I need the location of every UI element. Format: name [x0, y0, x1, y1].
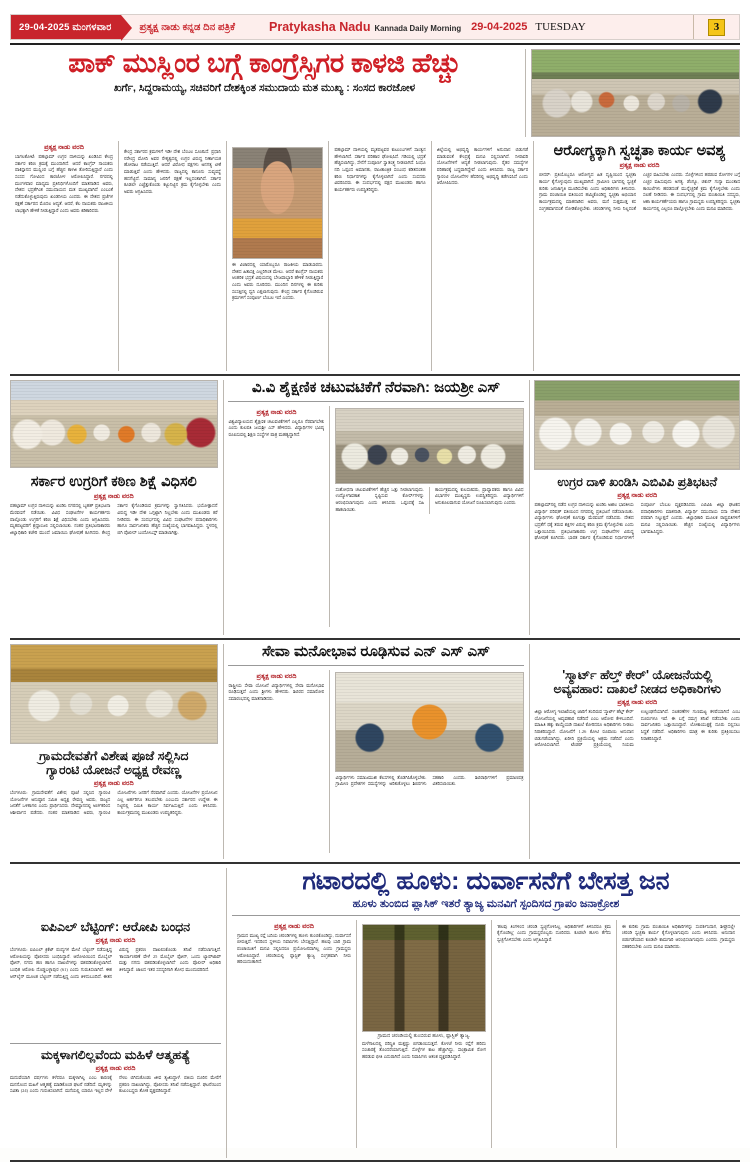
drain-ditch-photo [362, 924, 486, 1032]
drain-col2-text: ಮಳೆಗಾಲದಲ್ಲಿ ಪರಿಸ್ಥಿತಿ ಮತ್ತಷ್ಟು ಬಿಗಡಾಯಿಸುತ್ತದೆ. ಕೊಳಚೆ ನೀರು ರಸ್ತೆಗೆ ಹರಿದು ಸಂಚಾರಕ್ಕೆ ತೊಂದರೆಯಾಗುತ್ತಿದೆ. ಸೊಳ್ಳೆಗಳ ಕಾಟ ಹೆಚ್ಚಾಗಿದ್ದು, ಸಾಂಕ್ರಾಮಿಕ ರೋಗ ಹರಡುವ ಭೀತಿ ಎದುರಾಗಿದೆ ಎಂದು ನಿವಾಸಿಗಳು ಆತಂಕ ವ್ಯಕ್ತಪಡಿಸಿದ್ದಾರೆ. [362, 1040, 486, 1060]
edu-photo-col [335, 406, 523, 627]
abvp-protest-photo [534, 380, 740, 470]
lead-headline-block [10, 49, 525, 137]
masthead-brand: Pratykasha Nadu [269, 20, 371, 34]
edu-lower-cols [335, 487, 523, 514]
masthead-spacer [586, 15, 693, 39]
rss-col1-text: ರಾಷ್ಟ್ರೀಯ ಸೇವಾ ಯೋಜನೆ ವಿದ್ಯಾರ್ಥಿಗಳಲ್ಲಿ ಸೇವಾ ಮನೋಭಾವ ರೂಢಿಸುತ್ತದೆ ಎಂದು ಶ್ರೀಗಳು ಹೇಳಿದರು. ಶಿಬಿರದ ಸಮಾರೋಪ ಸಮಾರಂಭದಲ್ಲಿ ಮಾತನಾಡಿದರು. [228, 682, 325, 702]
lead-col-4 [329, 141, 430, 371]
section-rule [10, 638, 740, 640]
page-number-badge: 3 [708, 19, 725, 36]
lead-col-3 [227, 141, 328, 371]
lead-col-5 [432, 141, 533, 371]
temple-headline-line1: ಗ್ರಾಮದೇವತೆಗೆ ವಿಶೇಷ ಪೂಜೆ ಸಲ್ಲಿಸಿದ [39, 749, 189, 763]
politician-portrait-photo [232, 147, 323, 259]
section-rule [10, 374, 740, 376]
edu-col3-text: ಕಾರ್ಯಕ್ರಮದಲ್ಲಿ ಕುಲಸಚಿವರು, ಪ್ರಾಧ್ಯಾಪಕರು ಹಾಗೂ ವಿವಿಧ ವಿಭಾಗಗಳ ಮುಖ್ಯಸ್ಥರು ಉಪಸ್ಥಿತರಿದ್ದರು. ವಿದ್ಯಾರ್ಥಿಗಳಿಗೆ ಅನುಕೂಲವಾಗುವ ಯೋಜನೆ ರೂಪಿಸಲಾಗುವುದು ಎಂದರು. [435, 486, 524, 506]
masthead-brand-sub: Kannada Daily Morning [374, 24, 462, 33]
left-bottom-block [10, 868, 226, 1158]
drain-headline: ಗಟಾರದಲ್ಲಿ ಹೂಳು: ದುರ್ವಾಸನೆಗೆ ಬೇಸತ್ತ ಜನ [302, 867, 670, 895]
smart-health-byline: ಪ್ರತ್ಯಕ್ಷ ನಾಡು ವರದಿ [617, 699, 658, 706]
protest-rally-photo [10, 380, 218, 468]
divider-line [228, 665, 523, 666]
temple-byline: ಪ್ರತ್ಯಕ್ಷ ನಾಡು ವರದಿ [93, 780, 134, 787]
page-number-area [693, 15, 739, 39]
divider-line [228, 401, 523, 402]
drain-photo-caption: ಗ್ರಾಮದ ಚರಂಡಿಯಲ್ಲಿ ತುಂಬಿರುವ ಹೂಳು, ಪ್ಲಾಸ್ಟಿಕ್ ತ್ಯಾಜ್ಯ. [377, 1032, 471, 1039]
drain-col-1 [232, 920, 356, 1148]
lead-headline: ಪಾಕ್ ಮುಸ್ಲಿಂರ ಬಗ್ಗೆ ಕಾಂಗ್ರೆಸ್ಸಿಗರ ಕಾಳಜಿ ಹೆಚ್ಚು [68, 48, 461, 78]
rss-col-1 [228, 670, 324, 853]
masthead-tagline: ಪ್ರತ್ಯಕ್ಷ ನಾಡು ಕನ್ನಡ ದಿನ ಪತ್ರಿಕೆ [139, 21, 236, 33]
edu-col2-text: ಸಂಶೋಧನಾ ಚಟುವಟಿಕೆಗಳಿಗೆ ಹೆಚ್ಚಿನ ಒತ್ತು ನೀಡಲಾಗುವುದು. ಉದ್ಯೋಗಾವಕಾಶ ಸೃಷ್ಟಿಸುವ ಕೋರ್ಸ್‌ಗಳನ್ನು ಆರಂಭಿಸಲಾಗುವುದು ಎಂದು ತಿಳಿಸಿದರು. ಒಪ್ಪಂದಕ್ಕೆ ಸಹಿ ಹಾಕಲಾಯಿತು. [335, 486, 424, 512]
health-photo-block [526, 49, 740, 137]
rss-col2-text: ವಿದ್ಯಾರ್ಥಿಗಳು ಸಮಾಜಮುಖಿ ಕೆಲಸಗಳಲ್ಲಿ ತೊಡಗಿಸಿಕೊಳ್ಳಬೇಕು. ಗ್ರಾಮೀಣ ಪ್ರದೇಶಗಳ ಸಮಸ್ಯೆಗಳನ್ನು ಅರಿತುಕೊಳ್ಳಲು ಶಿಬಿರಗಳು ಸಹಕಾರಿ ಎಂದರು. ಶಿಬಿರಾರ್ಥಿಗಳಿಗೆ ಪ್ರಮಾಣಪತ್ರ ವಿತರಿಸಲಾಯಿತು. [335, 774, 524, 787]
rss-photo-col [335, 670, 523, 853]
strict-story-block [10, 380, 223, 635]
smart-health-body-text: ಜಿಲ್ಲಾ ಆರೋಗ್ಯ ಇಲಾಖೆಯಲ್ಲಿ ಜಾರಿಗೆ ತಂದಿರುವ 'ಸ್ಮಾರ್ಟ್ ಹೆಲ್ತ್ ಕೇರ್' ಯೋಜನೆಯಲ್ಲಿ ಅವ್ಯವಹಾರ ನಡೆದಿದೆ ಎಂಬ ಆರೋಪ ಕೇಳಿಬಂದಿದೆ. ಮಾಹಿತಿ ಹಕ್ಕು ಕಾಯ್ದೆಯಡಿ ದಾಖಲೆ ಕೋರಿದರೂ ಅಧಿಕಾರಿಗಳು ನೀಡಲು ನಿರಾಕರಿಸಿದ್ದಾರೆ. ಯೋಜನೆಗೆ 1.26 ಕೋಟಿ ರೂಪಾಯಿ ಅನುದಾನ ಬಿಡುಗಡೆಯಾಗಿದ್ದು, ಖರೀದಿ ಪ್ರಕ್ರಿಯೆಯಲ್ಲಿ ಅಕ್ರಮ ನಡೆದಿದೆ ಎಂದು ಆರೋಪಿಸಲಾಗಿದೆ. ಟೆಂಡರ್ ಪ್ರಕ್ರಿಯೆಯಲ್ಲಿ ನಿಯಮ ಉಲ್ಲಂಘನೆಯಾಗಿದೆ. ಸಲಕರಣೆಗಳ ಗುಣಮಟ್ಟ ಕಳಪೆಯಾಗಿದೆ ಎಂಬ ದೂರುಗಳೂ ಇವೆ. ಈ ಬಗ್ಗೆ ಸಮಗ್ರ ತನಿಖೆ ನಡೆಸಬೇಕು ಎಂದು ಸಾರ್ವಜನಿಕರು ಒತ್ತಾಯಿಸಿದ್ದಾರೆ. ಲೋಕಾಯುಕ್ತಕ್ಕೆ ದೂರು ಸಲ್ಲಿಸಲು ಸಿದ್ಧತೆ ನಡೆದಿದೆ. ಅಧಿಕಾರಿಗಳು ಮಾತ್ರ ಈ ಕುರಿತು ಪ್ರತಿಕ್ರಿಯಿಸಲು ನಿರಾಕರಿಸಿದ್ದಾರೆ. [534, 709, 741, 748]
abvp-story-block [529, 380, 740, 635]
strict-headline: ಸರ್ಕಾರ ಉಗ್ರರಿಗೆ ಕಠಿಣ ಶಿಕ್ಷೆ ವಿಧಿಸಲಿ [30, 474, 197, 490]
lead-col1-text: ಬಾಗಲಕೋಟೆ: ಪಹಲ್ಗಾಮ್ ಉಗ್ರರ ದಾಳಿಯನ್ನು ಖಂಡಿಸಿದ ಕೇಂದ್ರ ಸರ್ಕಾರ ಕಠಿಣ ಕ್ರಮಕ್ಕೆ ಮುಂದಾಗಿದೆ. ಆದರೆ ಕಾಂಗ್ರೆಸ್ ನಾಯಕರು ಪಾಕಿಸ್ತಾನದ ಮುಸ್ಲಿಂರ ಬಗ್ಗೆ ಹೆಚ್ಚಿನ ಕಾಳಜಿ ತೋರಿಸುತ್ತಿದ್ದಾರೆ ಎಂದು ಸಂಸದ ಗೋವಿಂದ ಕಾರಜೋಳ ಆರೋಪಿಸಿದ್ದಾರೆ. ನಗರದಲ್ಲಿ ಮಂಗಳವಾರ ಮಾಧ್ಯಮ ಪ್ರತಿನಿಧಿಗಳೊಂದಿಗೆ ಮಾತನಾಡಿದ ಅವರು, ದೇಶದ ಭದ್ರತೆಗಿಂತ ಸಮುದಾಯದ ಮತ ಮುಖ್ಯವಾಗಿದೆ ಎಂಬಂತೆ ನಡೆದುಕೊಳ್ಳುತ್ತಿರುವುದು ಖಂಡನೀಯ ಎಂದರು. ಈ ದೇಶದ ಪ್ರಜೆಗಳ ರಕ್ಷಣೆ ಸರ್ಕಾರದ ಮೊದಲ ಆದ್ಯತೆ. ಆದರೆ, ಕೆಲ ನಾಯಕರು ರಾಜಕೀಯ ಲಾಭಕ್ಕಾಗಿ ಹೇಳಿಕೆ ನೀಡುತ್ತಿದ್ದಾರೆ ಎಂದು ಅವರು ಕಿಡಿಕಾರಿದರು. [15, 154, 113, 213]
rss-headline: ಸೇವಾ ಮನೋಭಾವ ರೂಢಿಸುವ ಎನ್ ಎಸ್ ಎಸ್ [262, 643, 490, 660]
masthead [10, 14, 740, 40]
column-divider [329, 670, 330, 853]
lead-header-row [10, 49, 740, 137]
lead-col-1 [10, 141, 118, 371]
smart-health-headline-line1: 'ಸ್ಮಾರ್ಟ್ ಹೆಲ್ತ್ ಕೇರ್' ಯೋಜನೆಯಲ್ಲಿ [562, 668, 713, 682]
temple-body-text: ಬೆಂಗಳೂರು: ಗ್ರಾಮದೇವತೆಗೆ ವಿಶೇಷ ಪೂಜೆ ಸಲ್ಲಿಸಿದ ಗ್ಯಾರಂಟಿ ಯೋಜನೆಗಳ ಅನುಷ್ಠಾನ ಸಮಿತಿ ಅಧ್ಯಕ್ಷ ರೇವಣ್ಣ ಅವರು, ರಾಜ್ಯದ ಜನತೆಗೆ ಒಳಿತಾಗಲಿ ಎಂದು ಪ್ರಾರ್ಥಿಸಿದರು. ದೇವಸ್ಥಾನದಲ್ಲಿ ಅರ್ಚಕರಿಂದ ಆಶೀರ್ವಾದ ಪಡೆದರು. ನಂತರ ಮಾತನಾಡಿದ ಅವರು, ಗ್ಯಾರಂಟಿ ಯೋಜನೆಗಳು ಜನರಿಗೆ ನೆರವಾಗಿವೆ ಎಂದರು. ಯೋಜನೆಗಳ ಪ್ರಯೋಜನ ಎಲ್ಲ ಅರ್ಹರಿಗೂ ತಲುಪಬೇಕು ಎಂಬುದು ಸರ್ಕಾರದ ಉದ್ದೇಶ. ಈ ನಿಟ್ಟಿನಲ್ಲಿ ಸಮಿತಿ ಕಾರ್ಯ ನಿರ್ವಹಿಸುತ್ತಿದೆ ಎಂದು ತಿಳಿಸಿದರು. ಕಾರ್ಯಕ್ರಮದಲ್ಲಿ ಮುಖಂಡರು ಉಪಸ್ಥಿತರಿದ್ದರು. [10, 790, 218, 816]
abvp-byline: ಪ್ರತ್ಯಕ್ಷ ನಾಡು ವರದಿ [617, 492, 658, 499]
village-crowd-photo [531, 49, 740, 137]
strict-body-text: ಪಹಲ್ಗಾಮ್ ಉಗ್ರರ ದಾಳಿಯನ್ನು ಖಂಡಿಸಿ ನಗರದಲ್ಲಿ ಬೃಹತ್ ಪ್ರತಿಭಟನಾ ಮೆರವಣಿಗೆ ನಡೆಯಿತು. ವಿವಿಧ ಸಂಘಟನೆಗಳ ಕಾರ್ಯಕರ್ತರು ಪಾಲ್ಗೊಂಡು ಉಗ್ರರಿಗೆ ಕಠಿಣ ಶಿಕ್ಷೆ ವಿಧಿಸಬೇಕು ಎಂದು ಆಗ್ರಹಿಸಿದರು. ಮೃತಪಟ್ಟವರಿಗೆ ಶ್ರದ್ಧಾಂಜಲಿ ಸಲ್ಲಿಸಲಾಯಿತು. ನಂತರ ಪ್ರತಿಭಟನಾಕಾರರು ಜಿಲ್ಲಾಧಿಕಾರಿ ಕಚೇರಿ ಮುಂದೆ ಜಮಾಯಿಸಿ ಘೋಷಣೆ ಕೂಗಿದರು. ಕೇಂದ್ರ ಸರ್ಕಾರ ಕೈಗೊಂಡಿರುವ ಕ್ರಮಗಳನ್ನು ಸ್ವಾಗತಿಸಿದರು. ಭಯೋತ್ಪಾದನೆ ವಿರುದ್ಧ ಇಡೀ ದೇಶ ಒಗ್ಗಟ್ಟಾಗಿ ನಿಲ್ಲಬೇಕು ಎಂದು ಮುಖಂಡರು ಕರೆ ನೀಡಿದರು. ಈ ಸಂದರ್ಭದಲ್ಲಿ ವಿವಿಧ ಸಂಘಟನೆಗಳ ಪದಾಧಿಕಾರಿಗಳು ಹಾಗೂ ಸಾರ್ವಜನಿಕರು ಹೆಚ್ಚಿನ ಸಂಖ್ಯೆಯಲ್ಲಿ ಭಾಗವಹಿಸಿದ್ದರು. ಸ್ಥಳದಲ್ಲಿ ಬಿಗಿ ಪೊಲೀಸ್ ಬಂದೋಬಸ್ತ್ ಮಾಡಲಾಗಿತ್ತು. [10, 503, 218, 535]
section-rule [10, 862, 740, 864]
column-divider [329, 406, 330, 627]
drain-col4-text: ಈ ಕುರಿತು ಗ್ರಾಮ ಪಂಚಾಯಿತಿ ಅಧಿಕಾರಿಗಳನ್ನು ಸಂಪರ್ಕಿಸಿದಾಗ, ಶೀಘ್ರದಲ್ಲೇ ಚರಂಡಿ ಸ್ವಚ್ಛತಾ ಕಾರ್ಯ ಕೈಗೊಳ್ಳಲಾಗುವುದು ಎಂದು ತಿಳಿಸಿದರು. ಅನುದಾನ ಬಿಡುಗಡೆಯಾದ ಕೂಡಲೇ ಕಾಮಗಾರಿ ಆರಂಭಿಸಲಾಗುವುದು ಎಂದರು. ಗ್ರಾಮಸ್ಥರು ಸಹಕರಿಸಬೇಕು ಎಂದು ಮನವಿ ಮಾಡಿದರು. [622, 923, 735, 949]
ipl-headline: ಐಪಿಎಲ್ ಬೆಟ್ಟಿಂಗ್: ಆರೋಪಿ ಬಂಧನ [40, 920, 191, 934]
lead-col5-text: ಜಿಲ್ಲೆಯಲ್ಲಿ ಅಭಿವೃದ್ಧಿ ಕಾರ್ಯಗಳಿಗೆ ಅನುದಾನ ಬಿಡುಗಡೆ ಮಾಡುವಂತೆ ಕೇಂದ್ರಕ್ಕೆ ಮನವಿ ಸಲ್ಲಿಸಲಾಗಿದೆ. ನೀರಾವರಿ ಯೋಜನೆಗಳಿಗೆ ಆದ್ಯತೆ ನೀಡಲಾಗುವುದು. ರೈತರ ಸಮಸ್ಯೆಗಳ ಪರಿಹಾರಕ್ಕೆ ಬದ್ಧವಾಗಿದ್ದೇವೆ ಎಂದು ತಿಳಿಸಿದರು. ರಾಜ್ಯ ಸರ್ಕಾರ ಗ್ಯಾರಂಟಿ ಯೋಜನೆಗಳ ಹೆಸರಿನಲ್ಲಿ ಅಭಿವೃದ್ಧಿ ಕಡೆಗಣಿಸಿದೆ ಎಂದು ಆರೋಪಿಸಿದರು. [436, 147, 529, 186]
edu-content-row [228, 406, 523, 627]
drain-col-4 [617, 920, 740, 1148]
rss-content-row [228, 670, 523, 853]
health-body-text: ಬೀದರ್: ಪ್ರತಿಯೊಬ್ಬರೂ ಆರೋಗ್ಯದ ಹಿತ ದೃಷ್ಟಿಯಿಂದ ಸ್ವಚ್ಛತಾ ಕಾರ್ಯ ಕೈಗೊಳ್ಳುವುದು ಮುಖ್ಯವಾಗಿದೆ. ಗ್ರಾಮೀಣ ಭಾಗದಲ್ಲಿ ಸ್ವಚ್ಛತೆ ಕುರಿತು ಜನಜಾಗೃತಿ ಮೂಡಿಸಬೇಕು ಎಂದು ಅಧಿಕಾರಿಗಳು ತಿಳಿಸಿದರು. ಗ್ರಾಮ ಪಂಚಾಯಿತಿ ವತಿಯಿಂದ ಹಮ್ಮಿಕೊಂಡಿದ್ದ ಸ್ವಚ್ಛತಾ ಅಭಿಯಾನ ಕಾರ್ಯಕ್ರಮದಲ್ಲಿ ಮಾತನಾಡಿದ ಅವರು, ಮನೆ ಸುತ್ತಮುತ್ತ ಕಸ ಸಂಗ್ರಹವಾಗದಂತೆ ನೋಡಿಕೊಳ್ಳಬೇಕು. ಚರಂಡಿಗಳಲ್ಲಿ ನೀರು ನಿಲ್ಲದಂತೆ ಎಚ್ಚರ ವಹಿಸಬೇಕು ಎಂದರು. ಸೊಳ್ಳೆಗಳಿಂದ ಹರಡುವ ರೋಗಗಳ ಬಗ್ಗೆ ಎಚ್ಚರ ವಹಿಸುವುದು ಅಗತ್ಯ. ಡೆಂಗ್ಯೂ, ಚಿಕುನ್ ಗುನ್ಯಾ ಮುಂತಾದ ಕಾಯಿಲೆಗಳು ಹರಡದಂತೆ ಮುನ್ನೆಚ್ಚರಿಕೆ ಕ್ರಮ ಕೈಗೊಳ್ಳಬೇಕು ಎಂದು ಸಲಹೆ ನೀಡಿದರು. ಈ ಸಂದರ್ಭದಲ್ಲಿ ಗ್ರಾಮ ಪಂಚಾಯಿತಿ ಸದಸ್ಯರು, ಆಶಾ ಕಾರ್ಯಕರ್ತೆಯರು ಹಾಗೂ ಗ್ರಾಮಸ್ಥರು ಉಪಸ್ಥಿತರಿದ್ದರು. ಸ್ವಚ್ಛತಾ ಕಾರ್ಯದಲ್ಲಿ ಎಲ್ಲರೂ ಪಾಲ್ಗೊಳ್ಳಬೇಕು ಎಂದು ಮನವಿ ಮಾಡಿದರು. [539, 172, 741, 211]
ipl-body-text: ಬೆಂಗಳೂರು: ಐಪಿಎಲ್ ಕ್ರಿಕೆಟ್ ಪಂದ್ಯಗಳ ಮೇಲೆ ಬೆಟ್ಟಿಂಗ್ ನಡೆಸುತ್ತಿದ್ದ ಆರೋಪಿಯನ್ನು ಪೊಲೀಸರು ಬಂಧಿಸಿದ್ದಾರೆ. ಆರೋಪಿಯಿಂದ ಮೊಬೈಲ್ ಫೋನ್, ನಗದು ಹಣ ಹಾಗೂ ದಾಖಲೆಗಳನ್ನು ವಶಪಡಿಸಿಕೊಳ್ಳಲಾಗಿದೆ. ಬಂಧಿತ ಆರೋಪಿ ದೊಡ್ಡಬಳ್ಳಾಪುರ (61) ಎಂದು ಗುರುತಿಸಲಾಗಿದೆ. ಈತ ಆನ್‌ಲೈನ್ ಮೂಲಕ ಬೆಟ್ಟಿಂಗ್ ನಡೆಸುತ್ತಿದ್ದ ಎಂದು ತಿಳಿದುಬಂದಿದೆ. ಈತನ ವಿರುದ್ಧ ಪ್ರಕರಣ ದಾಖಲಿಸಿಕೊಂಡು ತನಿಖೆ ನಡೆಸಲಾಗುತ್ತಿದೆ. 'ಕಾರ್ಯಾಚರಣೆ ವೇಳೆ 25 ಮೊಬೈಲ್ ಫೋನ್, ಒಂದು ಲ್ಯಾಪ್‌ಟಾಪ್ ಮತ್ತು ನಗದು ವಶಪಡಿಸಿಕೊಳ್ಳಲಾಗಿದೆ' ಎಂದು ಪೊಲೀಸ್ ಅಧಿಕಾರಿ ತಿಳಿಸಿದ್ದಾರೆ. ಜಾಲದ ಇತರ ಸದಸ್ಯರಿಗಾಗಿ ಶೋಧ ಮುಂದುವರಿದಿದೆ. [10, 947, 221, 979]
suicide-headline: ಮಕ್ಕಳಾಗಲಿಲ್ಲವೆಂದು ಮಹಿಳೆ ಆತ್ಮಹತ್ಯೆ [40, 1048, 191, 1062]
abvp-body-text: ಪಹಲ್ಗಾಮ್‌ನಲ್ಲಿ ನಡೆದ ಉಗ್ರರ ದಾಳಿಯನ್ನು ಖಂಡಿಸಿ ಅಖಿಲ ಭಾರತೀಯ ವಿದ್ಯಾರ್ಥಿ ಪರಿಷತ್ ವತಿಯಿಂದ ನಗರದಲ್ಲಿ ಪ್ರತಿಭಟನೆ ನಡೆಸಲಾಯಿತು. ವಿದ್ಯಾರ್ಥಿಗಳು ಘೋಷಣೆ ಕೂಗುತ್ತಾ ಮೆರವಣಿಗೆ ನಡೆಸಿದರು. ದೇಶದ ಭದ್ರತೆಗೆ ಧಕ್ಕೆ ತರುವ ಶಕ್ತಿಗಳ ವಿರುದ್ಧ ಕಠಿಣ ಕ್ರಮ ಕೈಗೊಳ್ಳಬೇಕು ಎಂದು ಒತ್ತಾಯಿಸಿದರು. ಪ್ರತಿಭಟನಾಕಾರರು ಉಗ್ರ ಸಂಘಟನೆಗಳ ವಿರುದ್ಧ ಘೋಷಣೆ ಕೂಗಿದರು. ಭಾರತ ಸರ್ಕಾರ ಕೈಗೊಂಡಿರುವ ನಿರ್ಧಾರಗಳಿಗೆ ಸಂಪೂರ್ಣ ಬೆಂಬಲ ವ್ಯಕ್ತಪಡಿಸಿದರು. ಎಬಿವಿಪಿ ಜಿಲ್ಲಾ ಘಟಕದ ಪದಾಧಿಕಾರಿಗಳು ಮಾತನಾಡಿ, ವಿದ್ಯಾರ್ಥಿ ಸಮುದಾಯ ಸದಾ ದೇಶದ ಪರವಾಗಿ ನಿಲ್ಲುತ್ತದೆ ಎಂದರು. ಜಿಲ್ಲಾಧಿಕಾರಿ ಮೂಲಕ ರಾಷ್ಟ್ರಪತಿಗಳಿಗೆ ಮನವಿ ಸಲ್ಲಿಸಲಾಯಿತು. ಹೆಚ್ಚಿನ ಸಂಖ್ಯೆಯಲ್ಲಿ ವಿದ್ಯಾರ್ಥಿಗಳು ಭಾಗವಹಿಸಿದ್ದರು. [534, 502, 741, 541]
mou-signing-photo [335, 408, 523, 484]
smart-health-headline-line2: ಅವ್ಯವಹಾರ: ದಾಖಲೆ ನೀಡದ ಅಧಿಕಾರಿಗಳು [553, 682, 722, 696]
smart-health-story-block [529, 644, 740, 859]
masthead-date-left: 29-04-2025 ಮಂಗಳವಾರ [11, 15, 121, 39]
lead-col3-text: ಈ ವಿಚಾರದಲ್ಲಿ ಯಾರೊಬ್ಬರೂ ರಾಜಕೀಯ ಮಾಡಬಾರದು. ದೇಶದ ಹಿತಾಸಕ್ತಿ ಎಲ್ಲರಿಗಿಂತ ಮೇಲು. ಆದರೆ ಕಾಂಗ್ರೆಸ್ ನಾಯಕರು ಆಂತರಿಕ ಭದ್ರತೆ ವಿಷಯದಲ್ಲಿ ಬೇಜವಾಬ್ದಾರಿ ಹೇಳಿಕೆ ನೀಡುತ್ತಿದ್ದಾರೆ ಎಂದು ಅವರು ದೂರಿದರು. ಮುಂದಿನ ದಿನಗಳಲ್ಲಿ ಈ ಕುರಿತು ಸಂಸತ್ತಿನಲ್ಲಿ ಧ್ವನಿ ಎತ್ತಲಾಗುವುದು. ಕೇಂದ್ರ ಸರ್ಕಾರ ಕೈಗೊಂಡಿರುವ ಕ್ರಮಗಳಿಗೆ ಸಂಪೂರ್ಣ ಬೆಂಬಲ ಇದೆ ಎಂದರು. [231, 262, 324, 301]
edu-byline: ಪ್ರತ್ಯಕ್ಷ ನಾಡು ವರದಿ [256, 408, 297, 416]
temple-award-photo [10, 644, 218, 744]
temple-story-block [10, 644, 223, 859]
lead-col4-text: ಪಹಲ್ಗಾಮ್ ದಾಳಿಯಲ್ಲಿ ಮೃತಪಟ್ಟವರ ಕುಟುಂಬಗಳಿಗೆ ಸಾಂತ್ವನ ಹೇಳಲಾಗಿದೆ. ಸರ್ಕಾರ ಪರಿಹಾರ ಘೋಷಿಸಿದೆ. ಗಡಿಯಲ್ಲಿ ಭದ್ರತೆ ಹೆಚ್ಚಿಸಲಾಗಿದ್ದು, ಸೇನೆಗೆ ಸಂಪೂರ್ಣ ಸ್ವಾತಂತ್ರ್ಯ ನೀಡಲಾಗಿದೆ. ಸಿಂಧೂ ನದಿ ಒಪ್ಪಂದ ಅಮಾನತು, ರಾಜತಾಂತ್ರಿಕ ಸಂಬಂಧ ಕಡಿತದಂತಹ ಕಠಿಣ ನಿರ್ಧಾರಗಳನ್ನು ಕೈಗೊಳ್ಳಲಾಗಿದೆ ಎಂದು ಸಂಸದರು ವಿವರಿಸಿದರು. ಈ ಸಂದರ್ಭದಲ್ಲಿ ಪಕ್ಷದ ಮುಖಂಡರು ಹಾಗೂ ಕಾರ್ಯಕರ್ತರು ಉಪಸ್ಥಿತರಿದ್ದರು. [334, 147, 426, 193]
ipl-byline: ಪ್ರತ್ಯಕ್ಷ ನಾಡು ವರದಿ [95, 937, 136, 944]
nss-camp-photo [335, 672, 523, 772]
rss-story-block [223, 644, 528, 859]
suicide-byline: ಪ್ರತ್ಯಕ್ಷ ನಾಡು ವರದಿ [95, 1065, 136, 1072]
drain-story-block [227, 868, 740, 1158]
health-headline: ಆರೋಗ್ಯಕ್ಕಾಗಿ ಸ್ವಚ್ಛತಾ ಕಾರ್ಯ ಅವಶ್ಯ [553, 143, 726, 159]
temple-headline-line2: ಗ್ಯಾರಂಟಿ ಯೋಜನೆ ಅಧ್ಯಕ್ಷ ರೇವಣ್ಣ [46, 763, 182, 777]
health-byline: ಪ್ರತ್ಯಕ್ಷ ನಾಡು ವರದಿ [619, 162, 660, 170]
health-story-block [534, 141, 740, 371]
lead-subhead: ಖರ್ಗೆ, ಸಿದ್ದರಾಮಯ್ಯ, ಸಚಿವರಿಗೆ ದೇಶಕ್ಕಿಂತ ಸಮುದಾಯ ಮತ ಮುಖ್ಯ : ಸಂಸದ ಕಾರಜೋಳ [113, 81, 416, 94]
edu-story-block [223, 380, 528, 635]
edu-headline: ವಿ.ವಿ ಶೈಕ್ಷಣಿಕ ಚಟುವಟಿಕೆಗೆ ನೆರವಾಗಿ: ಜಯಶ್ರೀ ಎಸ್ [251, 379, 501, 396]
drain-col3-text: 'ಹಲವು ತಿಂಗಳಿಂದ ಚರಂಡಿ ಸ್ವಚ್ಛಗೊಳಿಸಿಲ್ಲ. ಅಧಿಕಾರಿಗಳಿಗೆ ತಿಳಿಸಿದರೂ ಕ್ರಮ ಕೈಗೊಂಡಿಲ್ಲ' ಎಂದು ಗ್ರಾಮಸ್ಥರೊಬ್ಬರು ದೂರಿದರು. ಕೂಡಲೇ ಹೂಳು ತೆಗೆದು ಸ್ವಚ್ಛಗೊಳಿಸಬೇಕು ಎಂದು ಆಗ್ರಹಿಸಿದ್ದಾರೆ. [497, 923, 611, 943]
edu-col-1 [228, 406, 324, 627]
drain-subhead: ಹೂಳು ತುಂಬಿದ ಪ್ಲಾಸಿಕ್ ಇತರೆ ತ್ಯಾಜ್ಯ ಮನವಿಗೆ ಸ್ಪಂದಿಸದ ಗ್ರಾಪಂ ಜನಾಕ್ರೋಶ [352, 897, 620, 910]
edu-col1-text: ವಿಶ್ವವಿದ್ಯಾಲಯದ ಶೈಕ್ಷಣಿಕ ಚಟುವಟಿಕೆಗಳಿಗೆ ಎಲ್ಲರೂ ನೆರವಾಗಬೇಕು ಎಂದು ಕುಲಪತಿ ಜಯಶ್ರೀ ಎಸ್ ಹೇಳಿದರು. ವಿದ್ಯಾರ್ಥಿಗಳ ಭವಿಷ್ಯ ರೂಪಿಸುವಲ್ಲಿ ಶಿಕ್ಷಣ ಸಂಸ್ಥೆಗಳ ಪಾತ್ರ ಮಹತ್ವದ್ದಾಗಿದೆ. [228, 418, 325, 438]
strict-byline: ಪ್ರತ್ಯಕ್ಷ ನಾಡು ವರದಿ [93, 493, 134, 501]
top-section [10, 141, 740, 371]
second-section [10, 380, 740, 635]
drain-col-2 [357, 920, 491, 1148]
masthead-rule [10, 43, 740, 45]
masthead-date-right: 29-04-2025 [471, 21, 528, 33]
masthead-day: TUESDAY [535, 21, 586, 33]
lead-col2-text: ಕೇಂದ್ರ ಸರ್ಕಾರದ ಕ್ರಮಗಳಿಗೆ ಇಡೀ ದೇಶ ಬೆಂಬಲ ಸೂಚಿಸಿದೆ. ಪ್ರಧಾನಿ ನರೇಂದ್ರ ಮೋದಿ ಅವರ ನೇತೃತ್ವದಲ್ಲಿ ಉಗ್ರರ ವಿರುದ್ಧ ನಿರ್ಣಾಯಕ ಹೋರಾಟ ನಡೆಯುತ್ತಿದೆ. ಆದರೆ ವಿರೋಧ ಪಕ್ಷಗಳು ಅನಗತ್ಯ ಟೀಕೆ ಮಾಡುತ್ತಿವೆ ಎಂದು ಹೇಳಿದರು. ರಾಜ್ಯದಲ್ಲಿ ಕಾನೂನು ಸುವ್ಯವಸ್ಥೆ ಹದಗೆಟ್ಟಿದೆ. ಸಾಮಾನ್ಯ ಜನರಿಗೆ ರಕ್ಷಣೆ ಇಲ್ಲದಂತಾಗಿದೆ. ಸರ್ಕಾರ ಕೂಡಲೇ ಎಚ್ಚೆತ್ತುಕೊಂಡು ಕಟ್ಟುನಿಟ್ಟಿನ ಕ್ರಮ ಕೈಗೊಳ್ಳಬೇಕು ಎಂದು ಅವರು ಆಗ್ರಹಿಸಿದರು. [124, 149, 221, 195]
abvp-headline: ಉಗ್ರರ ದಾಳಿ ಖಂಡಿಸಿ ಎಬಿವಿಪಿ ಪ್ರತಿಭಟನೆ [557, 475, 718, 489]
drain-col-3 [492, 920, 616, 1148]
lead-col-2 [119, 141, 226, 371]
bottom-section [10, 868, 740, 1158]
column-divider [429, 487, 430, 514]
rss-byline: ಪ್ರತ್ಯಕ್ಷ ನಾಡು ವರದಿ [256, 672, 297, 680]
drain-byline: ಪ್ರತ್ಯಕ್ಷ ನಾಡು ವರದಿ [274, 922, 314, 930]
divider-line [232, 915, 740, 916]
lead-left-columns [10, 141, 226, 371]
suicide-body-text: ಮದುವೆಯಾಗಿ ವರ್ಷಗಳು ಕಳೆದರೂ ಮಕ್ಕಳಾಗಿಲ್ಲ ಎಂಬ ಕಾರಣಕ್ಕೆ ಮನನೊಂದ ಮಹಿಳೆ ಆತ್ಮಹತ್ಯೆ ಮಾಡಿಕೊಂಡ ಘಟನೆ ನಡೆದಿದೆ. ಮೃತಳನ್ನು ಸವಿತಾ (24) ಎಂದು ಗುರುತಿಸಲಾಗಿದೆ. ಮನೆಯಲ್ಲಿ ಯಾರೂ ಇಲ್ಲದ ವೇಳೆ ನೇಣು ಬಿಗಿದುಕೊಂಡು ಜೀವ ತ್ಯಜಿಸಿದ್ದಾಳೆ. ಪತಿಯ ದೂರಿನ ಮೇರೆಗೆ ಪ್ರಕರಣ ದಾಖಲಾಗಿದ್ದು, ಪೊಲೀಸರು ತನಿಖೆ ನಡೆಸುತ್ತಿದ್ದಾರೆ. ಘಟನೆಯಿಂದ ಕುಟುಂಬಸ್ಥರು ಶೋಕ ವ್ಯಕ್ತಪಡಿಸಿದ್ದಾರೆ. [10, 1075, 221, 1094]
third-section [10, 644, 740, 859]
lead-byline: ಪ್ರತ್ಯಕ್ಷ ನಾಡು ವರದಿ [44, 144, 84, 151]
drain-col1-text: ಗ್ರಾಮದ ಮುಖ್ಯ ರಸ್ತೆ ಬದಿಯ ಚರಂಡಿಗಳಲ್ಲಿ ಹೂಳು ತುಂಬಿಕೊಂಡಿದ್ದು, ದುರ್ವಾಸನೆ ಬೀರುತ್ತಿದೆ. ಇದರಿಂದ ಸ್ಥಳೀಯ ನಿವಾಸಿಗಳು ಬೇಸತ್ತಿದ್ದಾರೆ. ಹಲವು ಬಾರಿ ಗ್ರಾಮ ಪಂಚಾಯಿತಿಗೆ ಮನವಿ ಸಲ್ಲಿಸಿದರೂ ಪ್ರಯೋಜನವಾಗಿಲ್ಲ ಎಂದು ಗ್ರಾಮಸ್ಥರು ಆರೋಪಿಸಿದ್ದಾರೆ. ಚರಂಡಿಯಲ್ಲಿ ಪ್ಲಾಸ್ಟಿಕ್ ತ್ಯಾಜ್ಯ ಸಂಗ್ರಹವಾಗಿ ನೀರು ಹರಿಯದಂತಾಗಿದೆ. [237, 932, 351, 965]
drain-columns [232, 920, 740, 1148]
divider-line [10, 1043, 221, 1044]
